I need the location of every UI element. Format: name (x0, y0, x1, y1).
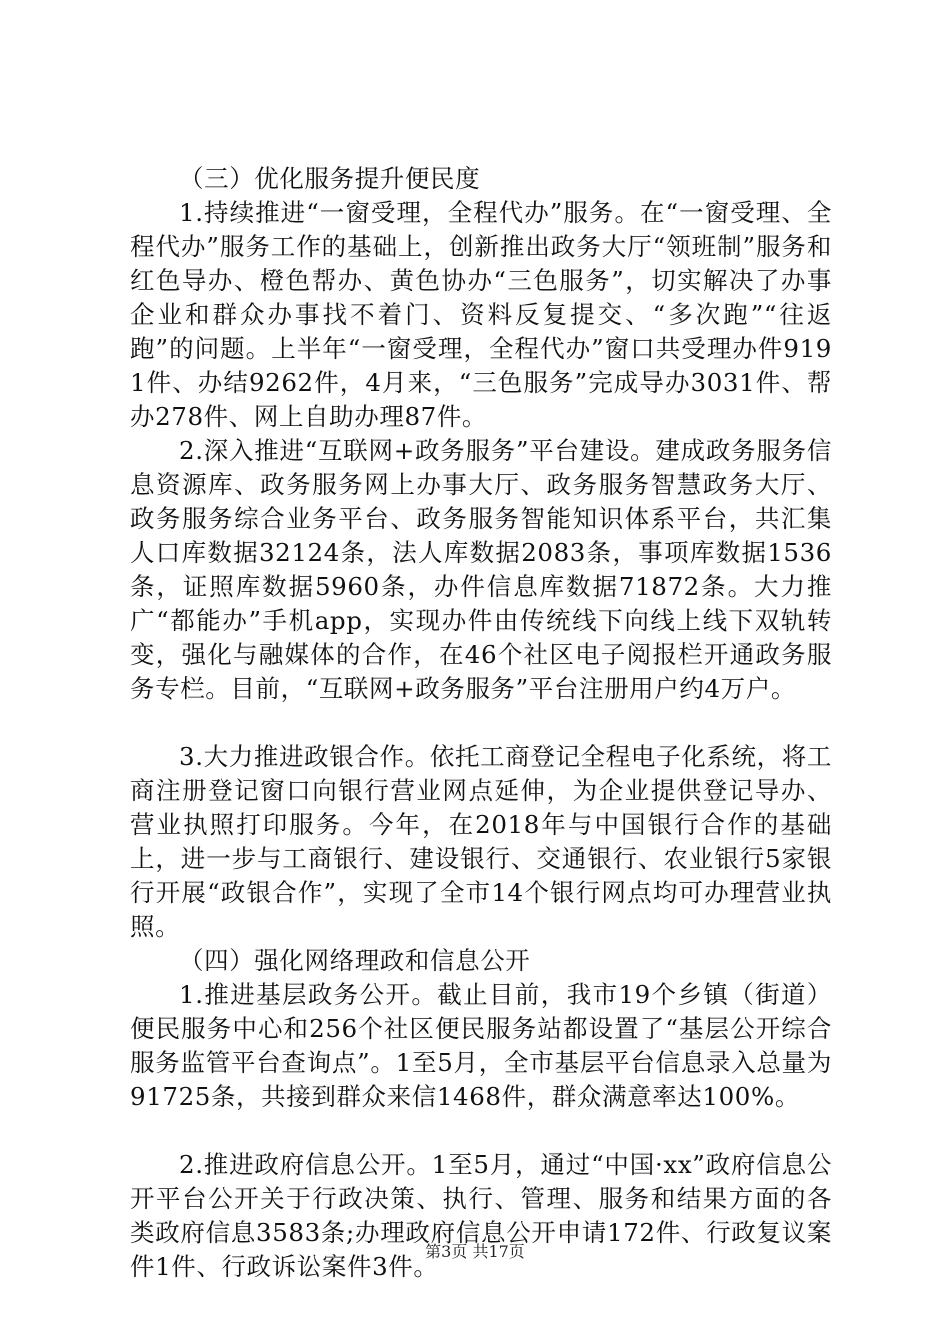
paragraph-window-service: 1.持续推进“一窗受理，全程代办”服务。在“一窗受理、全程代办”服务工作的基础上，创新推出政务大厅“领班制”服务和红色导办、橙色帮办、黄色协办“三色服务”，切实解决了办事企业和群众办事找不着门、资料反复提交、“多次跑”“往返跑”的问题。上半年“一窗受理，全程代办”窗口共受理办件9191件、办结9262件，4月来，“三色服务”完成导办3031件、帮办278件、网上自助办理87件。 (130, 198, 832, 431)
paragraph-internet-gov-service: 2.深入推进“互联网+政务服务”平台建设。建成政务服务信息资源库、政务服务网上办事大厅、政务服务智慧政务大厅、政务服务综合业务平台、政务服务智能知识体系平台，共汇集人口库数据32124条，法人库数据2083条，事项库数据1536条，证照库数据5960条，办件信息库数据71872条。大力推广“都能办”手机app，实现办件由传统线下向线上线下双轨转变，强化与融媒体的合作，在46个社区电子阅报栏开通政务服务专栏。目前，“互联网+政务服务”平台注册用户约4万户。 (130, 436, 832, 703)
section-heading-4: （四）强化网络理政和信息公开 (179, 946, 531, 975)
section-heading-3: （三）优化服务提升便民度 (179, 164, 481, 193)
document-body (130, 162, 832, 1284)
paragraph-grassroots-disclosure: 1.推进基层政务公开。截止目前，我市19个乡镇（街道）便民服务中心和256个社区便民服务站都设置了“基层公开综合服务监管平台查询点”。1至5月，全市基层平台信息录入总量为91725条，共接到群众来信1468件，群众满意率达100%。 (130, 980, 832, 1111)
paragraph-gov-info-disclosure: 2.推进政府信息公开。1至5月，通过“中国·xx”政府信息公开平台公开关于行政决策、执行、管理、服务和结果方面的各类政府信息3583条;办理政府信息公开申请172件、行政复议案件1件、行政诉讼案件3件。 (130, 1150, 832, 1281)
paragraph-gov-bank-cooperation: 3.大力推进政银合作。依托工商登记全程电子化系统，将工商注册登记窗口向银行营业网点延伸，为企业提供登记导办、营业执照打印服务。今年，在2018年与中国银行合作的基础上，进一步与工商银行、建设银行、交通银行、农业银行5家银行开展“政银合作”，实现了全市14个银行网点均可办理营业执照。 (130, 742, 832, 941)
page-footer: 第3页 共17页 (425, 1242, 525, 1261)
